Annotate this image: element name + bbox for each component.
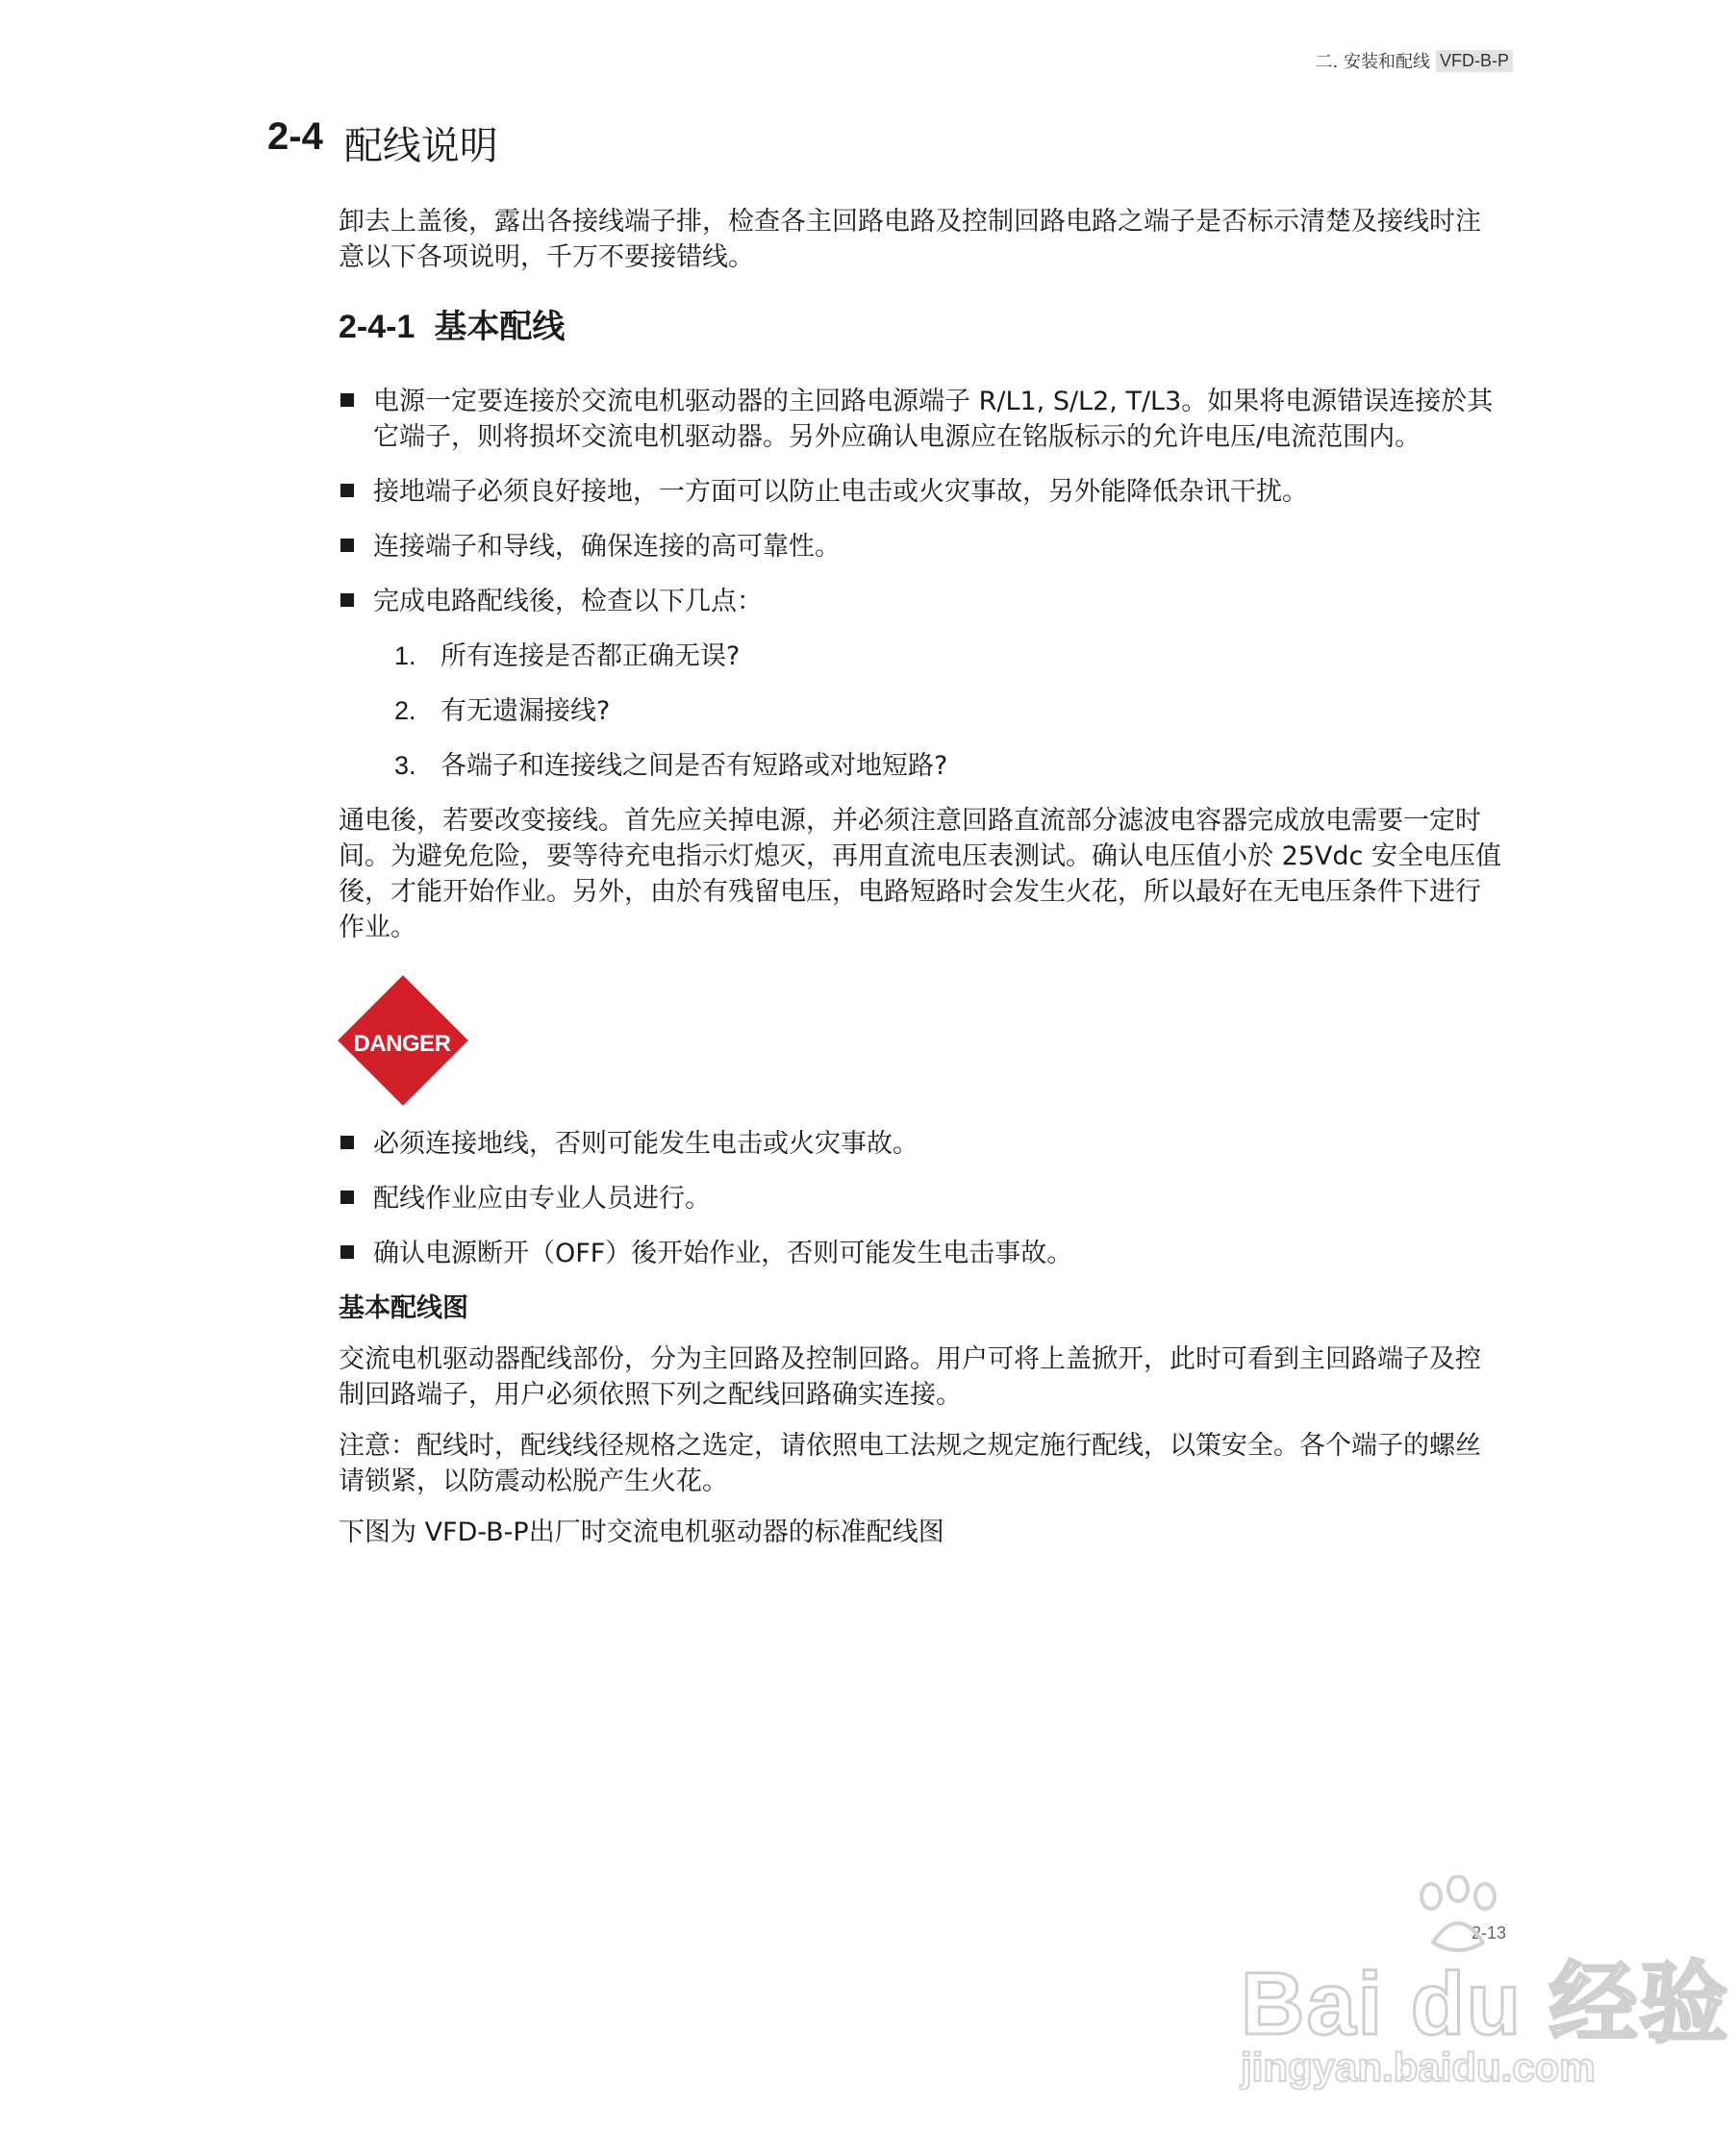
list-item: 电源一定要连接於交流电机驱动器的主回路电源端子 R/L1, S/L2, T/L3。如果将电源错误连接於其它端子，则将损坏交流电机驱动器。另外应确认电源应在铭版标示的允许电压/电流范围内。 [339,384,1504,455]
page-content [339,204,1504,1550]
danger-sign [337,974,471,1109]
model-label: VFD-B-P [1436,50,1513,72]
list-item: 接地端子必须良好接地，一方面可以防止电击或火灾事故，另外能降低杂讯干扰。 [339,474,1504,510]
checklist-item: 3. 各端子和连接线之间是否有短路或对地短路? [394,751,948,781]
wiring-bullets [339,384,1504,619]
page-number: 2-13 [1472,1923,1507,1943]
diagram-paragraph-1: 交流电机驱动器配线部份，分为主回路及控制回路。用户可将上盖掀开，此时可看到主回路端子及控制回路端子，用户必须依照下列之配线回路确实连接。 [339,1344,1481,1410]
section-heading [267,115,498,170]
diagram-paragraph-3: 下图为 VFD-B-P出厂时交流电机驱动器的标准配线图 [339,1517,944,1547]
section-title: 配线说明 [343,124,498,168]
chapter-label: 二. 安装和配线 [1315,52,1430,72]
subsection-heading [339,310,1504,345]
square-bullet-icon [340,484,354,497]
subsection-number: 2-4-1 [339,309,415,345]
watermark-url: jingyan.baidu.com [1241,2044,1596,2090]
square-bullet-icon [340,593,354,607]
square-bullet-icon [340,1245,354,1259]
square-bullet-icon [340,1191,354,1204]
section-number: 2-4 [267,115,323,158]
intro-paragraph: 卸去上盖後，露出各接线端子排，检查各主回路电路及控制回路电路之端子是否标示清楚及接线时注意以下各项说明，千万不要接错线。 [339,207,1481,272]
watermark-main-text: Bai du 经验 [1241,1955,1730,2053]
square-bullet-icon [340,1136,354,1149]
baidu-watermark [1241,1875,1730,2096]
square-bullet-icon [340,539,354,552]
subsection-title: 基本配线 [434,308,566,346]
checklist [339,639,1504,784]
list-item: 连接端子和导线，确保连接的高可靠性。 [339,529,1504,564]
danger-bullets [339,1126,1504,1271]
checklist-item: 2. 有无遗漏接线? [394,696,611,726]
square-bullet-icon [340,393,354,407]
list-item: 配线作业应由专业人员进行。 [339,1181,1504,1216]
diagram-heading: 基本配线图 [339,1293,468,1323]
power-note-paragraph: 通电後，若要改变接线。首先应关掉电源，并必须注意回路直流部分滤波电容器完成放电需要一定时间。为避免危险，要等待充电指示灯熄灭，再用直流电压表测试。确认电压值小於 25Vdc 安全电压值後，才能开始作业。另外，由於有残留电压，电路短路时会发生火花，所以最好在无电压条件下进行作业。 [339,806,1501,942]
checklist-item: 1. 所有连接是否都正确无误? [394,641,741,671]
list-item: 完成电路配线後，检查以下几点： [339,584,1504,619]
list-item: 确认电源断开（OFF）後开始作业，否则可能发生电击事故。 [339,1236,1504,1271]
danger-label: DANGER [353,1031,451,1057]
list-item: 必须连接地线，否则可能发生电击或火灾事故。 [339,1126,1504,1162]
diagram-paragraph-2: 注意：配线时，配线线径规格之选定，请依照电工法规之规定施行配线，以策安全。各个端子的螺丝请锁紧，以防震动松脱产生火花。 [339,1431,1481,1496]
page-header [1316,48,1513,73]
